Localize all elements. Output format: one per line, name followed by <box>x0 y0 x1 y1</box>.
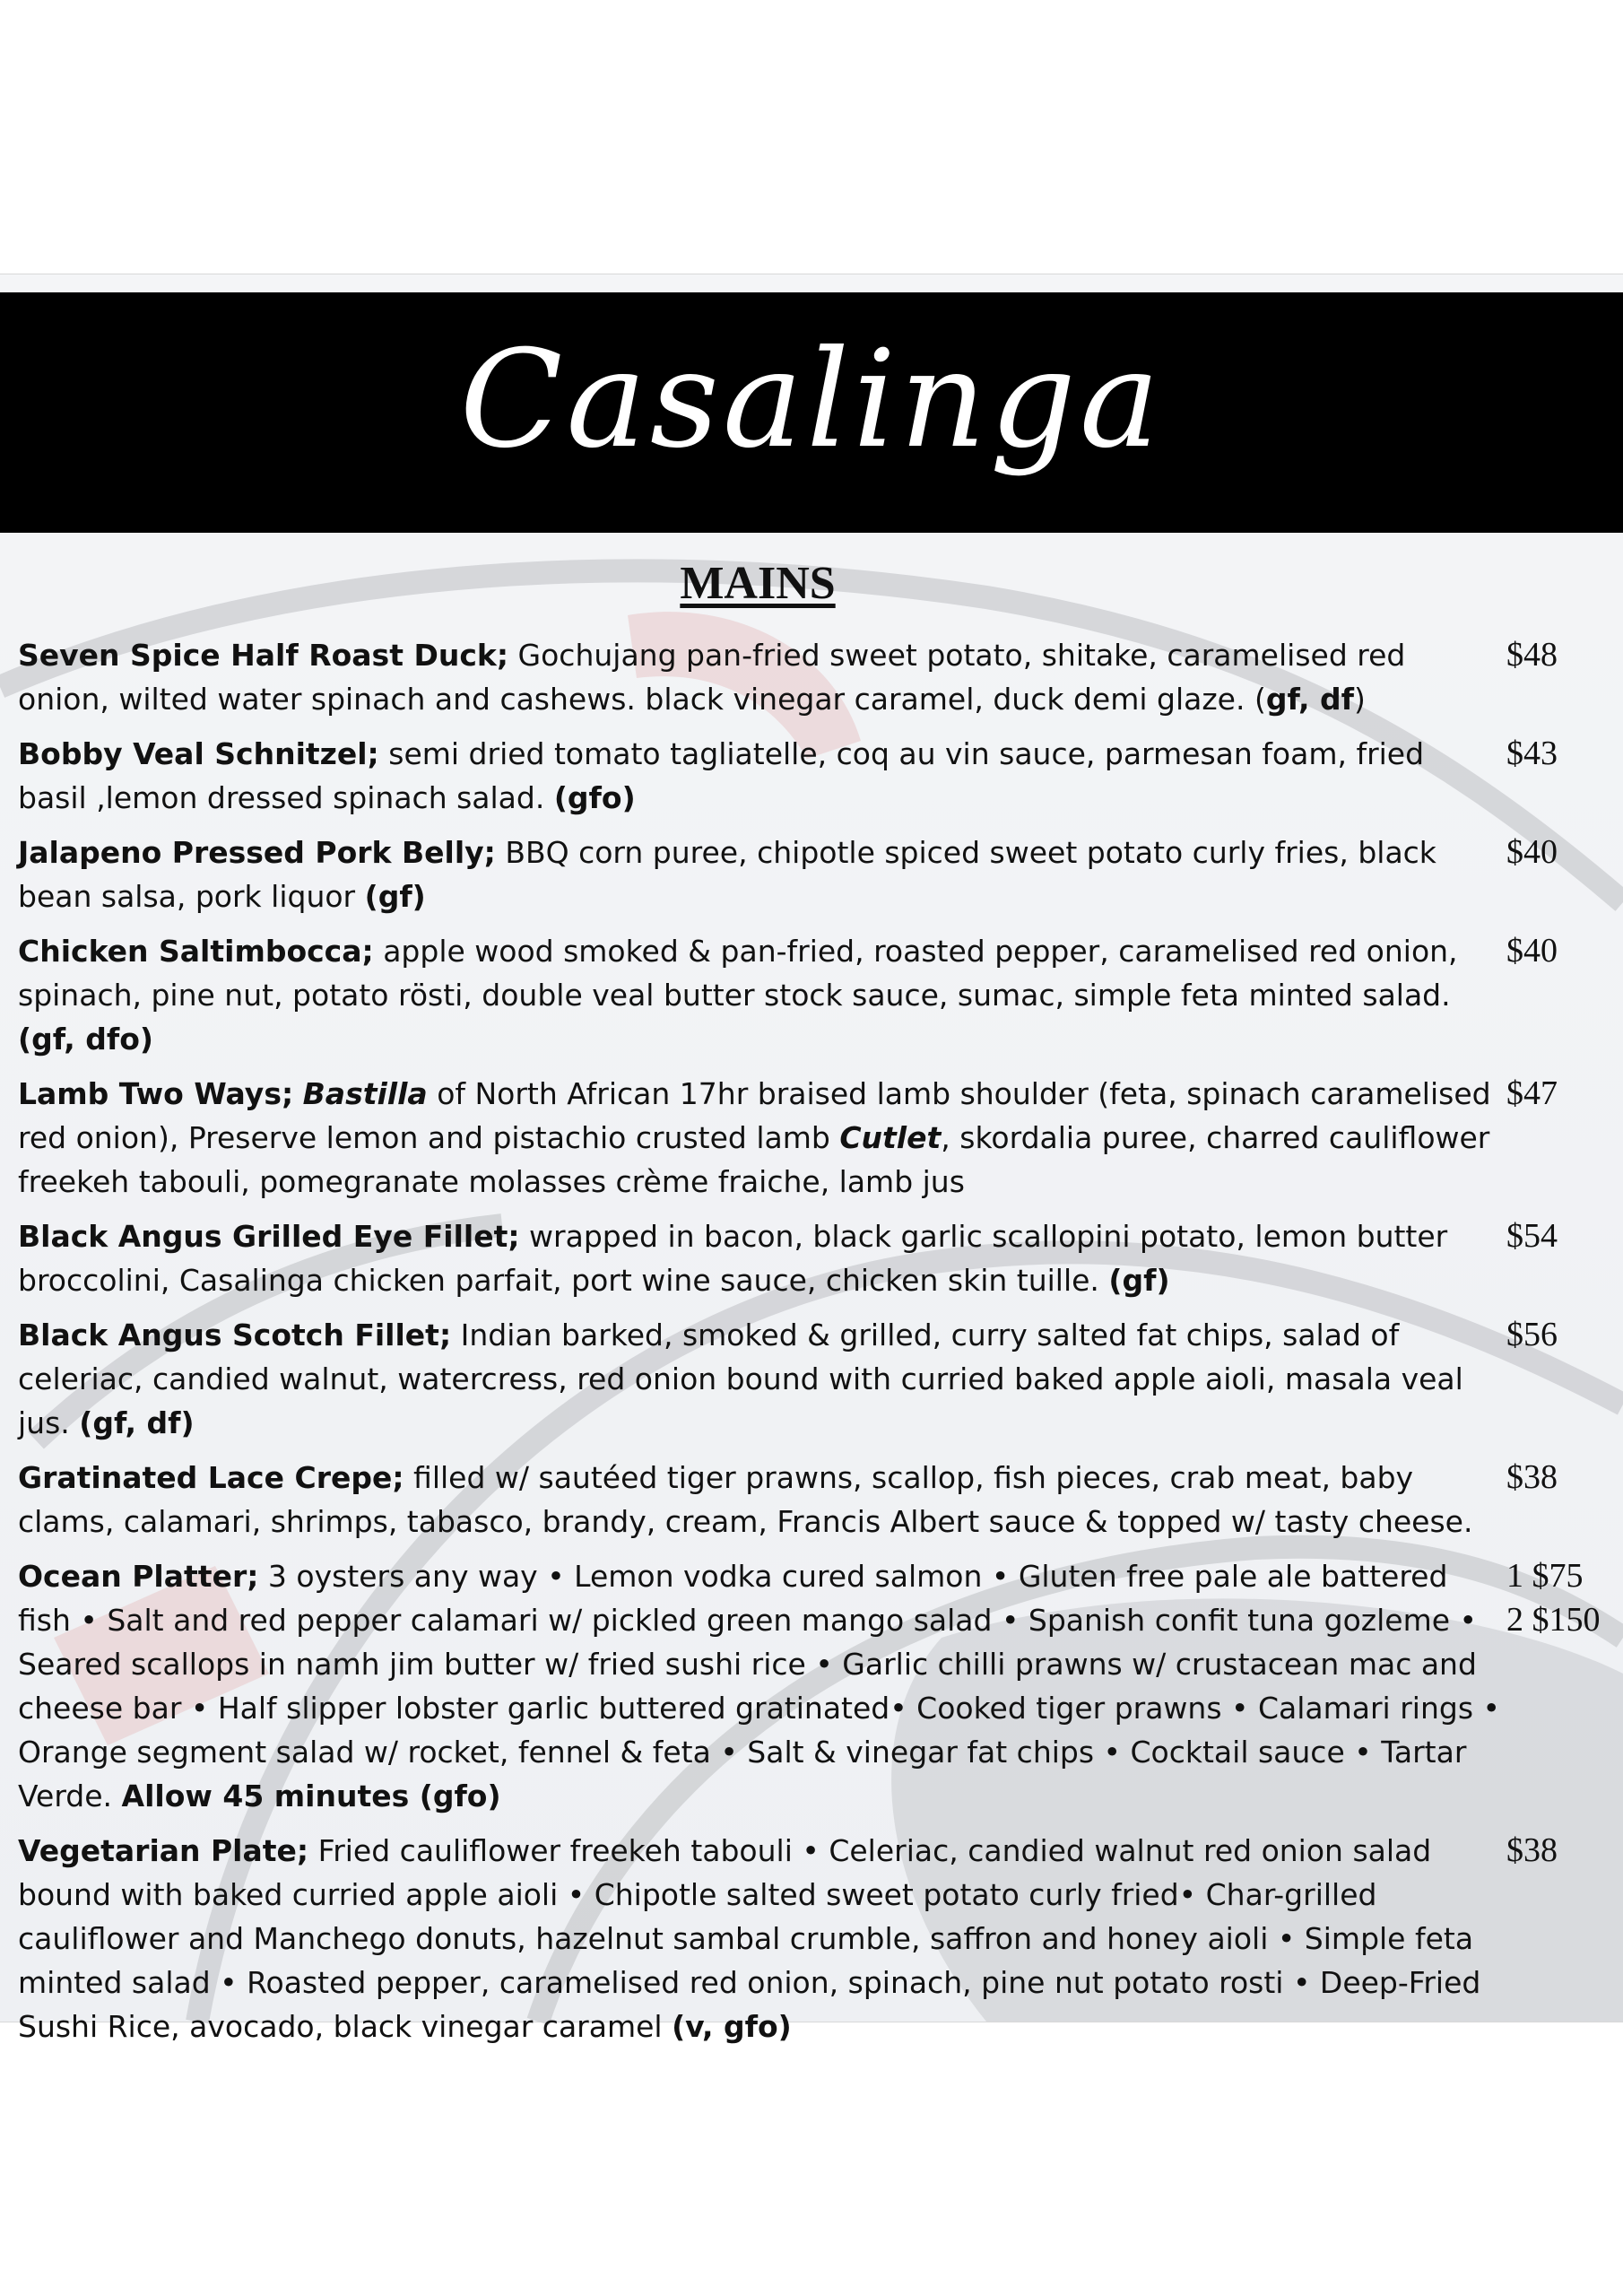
menu-item <box>18 1214 1596 1302</box>
menu-item-price <box>1506 732 1605 776</box>
menu-item <box>18 1072 1596 1204</box>
price-value: $54 <box>1506 1217 1558 1255</box>
menu-item <box>18 1456 1596 1544</box>
menu-item-description <box>18 831 1502 918</box>
menu-item-price <box>1506 1313 1605 1357</box>
menu-item-description <box>18 1214 1502 1302</box>
menu-item-name: Black Angus Grilled Eye Fillet; <box>18 1219 520 1254</box>
menu-items <box>18 633 1601 2059</box>
menu-item-name: Black Angus Scotch Fillet; <box>18 1318 452 1352</box>
menu-item <box>18 831 1596 918</box>
price-value: 2 $150 <box>1506 1601 1601 1639</box>
menu-item-description <box>18 633 1502 721</box>
menu-item <box>18 1829 1596 2048</box>
menu-item-text: Gochujang pan-fried sweet potato, shitake, caramelised red onion, wilted water spinach and cashews. black vinegar caramel, duck demi glaze. ( <box>18 638 1406 717</box>
menu-item-text <box>293 1076 303 1111</box>
menu-item-name: Ocean Platter; <box>18 1559 259 1594</box>
restaurant-logo: Casalinga <box>459 322 1164 478</box>
menu-item-name: Bobby Veal Schnitzel; <box>18 736 379 771</box>
price-value: $47 <box>1506 1074 1558 1112</box>
menu-item-description <box>18 732 1502 820</box>
section-title: MAINS <box>680 558 836 609</box>
menu-item-price <box>1506 929 1605 973</box>
price-value: $40 <box>1506 833 1558 871</box>
header-banner <box>0 292 1623 533</box>
menu-item-name: Lamb Two Ways; <box>18 1076 294 1111</box>
menu-item-text: 3 oysters any way • Lemon vodka cured salmon • Gluten free pale ale battered fish • Salt and red pepper calamari w/ pickled green mango salad • Spanish confit tuna gozleme • Seared scallops in namh jim butter w/ fried sushi rice • Garlic chilli prawns w/ crustacean mac and cheese bar • Half slipper lobster garlic buttered gratinated• Cooked tiger prawns • Calamari rings • Orange segment salad w/ rocket, fennel & feta • Salt & vinegar fat chips • Cocktail sauce • Tartar Verde. <box>18 1559 1500 1813</box>
menu-item-text: apple wood smoked & pan-fried, roasted pepper, caramelised red onion, spinach, pine nut, potato rösti, double veal butter stock sauce, sumac, simple feta minted salad. <box>18 934 1458 1013</box>
menu-item-price <box>1506 1214 1605 1258</box>
menu-item-text: (gf) <box>1108 1263 1170 1298</box>
menu-item-name: Gratinated Lace Crepe; <box>18 1460 404 1495</box>
menu-item-price <box>1506 1456 1605 1500</box>
menu-item-description <box>18 1072 1502 1204</box>
menu-item-price <box>1506 1072 1605 1116</box>
menu-item-text: filled w/ sautéed tiger prawns, scallop, fish pieces, crab meat, baby clams, calamari, shrimps, tabasco, brandy, cream, Francis Albert sauce & topped w/ tasty cheese. <box>18 1460 1473 1539</box>
menu-item-text: Allow 45 minutes (gfo) <box>121 1779 501 1813</box>
menu-item-text: , skordalia puree, charred cauliflower freekeh tabouli, pomegranate molasses crème fraiche, lamb jus <box>18 1120 1490 1199</box>
menu-item-text: (gf, dfo) <box>18 1022 154 1057</box>
price-value: $43 <box>1506 735 1558 772</box>
menu-item <box>18 1313 1596 1445</box>
menu-item-text: BBQ corn puree, chipotle spiced sweet potato curly fries, black bean salsa, pork liquor <box>18 835 1436 914</box>
menu-item-text: (gfo) <box>553 780 636 815</box>
price-value: $40 <box>1506 932 1558 970</box>
menu-sheet <box>0 274 1623 2044</box>
menu-item-description <box>18 929 1502 1061</box>
menu-item-price <box>1506 633 1605 677</box>
menu-item <box>18 929 1596 1061</box>
menu-item <box>18 633 1596 721</box>
menu-item-text: Fried cauliflower freekeh tabouli • Celeriac, candied walnut red onion salad bound with baked curried apple aioli • Chipotle salted sweet potato curly fried• Char-grilled cauliflower and Manchego donuts, hazelnut sambal crumble, saffron and honey aioli • Simple feta minted salad • Roasted pepper, caramelised red onion, spinach, pine nut potato rosti • Deep-Fried Sushi Rice, avocado, black vinegar caramel <box>18 1833 1481 2044</box>
menu-item-text: of North African 17hr braised lamb shoulder (feta, spinach caramelised red onion), Preserve lemon and pistachio crusted lamb <box>18 1076 1491 1155</box>
price-value: $38 <box>1506 1458 1558 1496</box>
menu-item-price <box>1506 1829 1605 1873</box>
price-value: $38 <box>1506 1831 1558 1869</box>
menu-item-name: Chicken Saltimbocca; <box>18 934 374 969</box>
price-value: $56 <box>1506 1316 1558 1353</box>
menu-item-text: Cutlet <box>839 1120 942 1155</box>
menu-item-name: Vegetarian Plate; <box>18 1833 309 1868</box>
menu-item-text: wrapped in bacon, black garlic scallopini potato, lemon butter broccolini, Casalinga chicken parfait, port wine sauce, chicken skin tuille. <box>18 1219 1448 1298</box>
menu-item-name: Jalapeno Pressed Pork Belly; <box>18 835 496 870</box>
price-value: $48 <box>1506 636 1558 674</box>
menu-item-name: Seven Spice Half Roast Duck; <box>18 638 509 673</box>
menu-item-text: gf, df <box>1265 682 1355 717</box>
menu-item-text: (gf, df) <box>79 1405 195 1440</box>
menu-item <box>18 732 1596 820</box>
menu-item-text: ) <box>1354 682 1366 717</box>
menu-item-text: (gf) <box>364 879 426 914</box>
menu-item-text: semi dried tomato tagliatelle, coq au vin sauce, parmesan foam, fried basil ,lemon dressed spinach salad. <box>18 736 1425 815</box>
menu-item-text: Bastilla <box>302 1076 428 1111</box>
menu-item-text: (v, gfo) <box>672 2009 792 2044</box>
menu-item-price <box>1506 831 1605 874</box>
menu-item <box>18 1554 1601 1818</box>
menu-item-description <box>18 1554 1502 1818</box>
menu-item-description <box>18 1829 1502 2048</box>
menu-item-text: Indian barked, smoked & grilled, curry salted fat chips, salad of celeriac, candied walnut, watercress, red onion bound with curried baked apple aioli, masala veal jus. <box>18 1318 1463 1440</box>
price-value: 1 $75 <box>1506 1557 1584 1595</box>
menu-item-description <box>18 1456 1502 1544</box>
menu-item-description <box>18 1313 1502 1445</box>
menu-item-price <box>1506 1554 1605 1642</box>
